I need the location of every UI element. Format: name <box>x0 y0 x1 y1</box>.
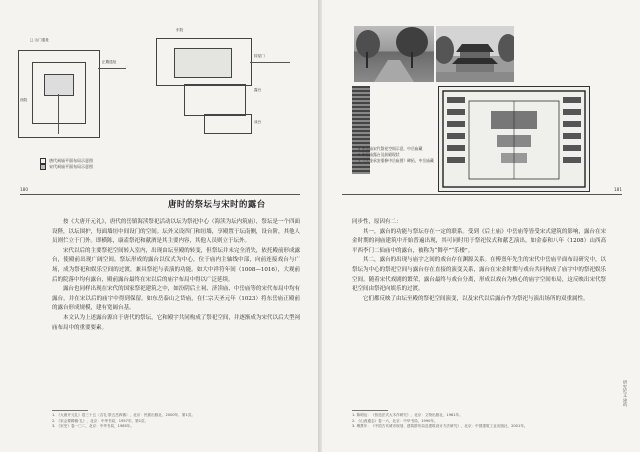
temple-plan-song <box>148 22 308 142</box>
page-number-right: 181 <box>614 187 622 192</box>
paragraph: 其二，露台的出现与庙宇之间的戏台存在渊源关系。在傅熹年先生的宋代中岳庙平面布局研究中，以祭坛为中心的祭祀空间与露台存在直接的演变关系，露台在宋金时期与戏台共同构成了庙宇中的祭祀娱乐空间。随着宋代戏剧的繁荣，露台最终与戏台分离，形成以戏台为核心的庙宇空间布局，这反映出宋代祭祀空间由祭祀向娱乐的过渡。 <box>352 257 606 293</box>
legend-label-tang: 唐代祠庙平面布局示意图 <box>49 158 93 163</box>
footnote: 2. 《宋会要辑稿·礼》，北京：中华书局，1957年，第1页。 <box>52 418 149 423</box>
footnote-rule <box>52 410 88 411</box>
plan-label-gate: □ 山门遗址 <box>30 38 49 42</box>
header-rule <box>342 194 622 195</box>
plan-axis <box>58 94 59 134</box>
footnote: 2. 《山西通志》卷一六，北京：中华书局，1990年。 <box>352 418 438 423</box>
plan2-lower-court <box>184 84 246 116</box>
footnote: 1. 《大唐开元礼》卷三十五〈吉礼·祭五岳四镇〉，北京：民族出版社，2000年，第1页。 <box>52 413 195 417</box>
header-rule <box>20 194 300 195</box>
temple-map-rubbing <box>438 86 590 192</box>
caption: 6 中岳庙露台及前殿现状 <box>358 152 400 157</box>
footnote-rule <box>352 410 388 411</box>
plan2-label-east: 东院 <box>176 28 184 32</box>
caption: 7 《大金承安重修中岳庙图》碑拓，中岳庙藏 <box>358 158 434 163</box>
left-page <box>0 0 318 452</box>
plan-legend <box>40 158 93 170</box>
footnote: 3. 傅熹年：《中国古代城市规划、建筑群布局及建筑设计方法研究》，北京：中国建筑工业出版社，2001年。 <box>352 424 528 429</box>
right-body-text <box>352 218 606 304</box>
plan2-label-stage: 戏台 <box>254 120 262 124</box>
footnote: 3. 《宋史》卷一〇二，北京：中华书局，1985年。 <box>52 424 134 429</box>
temple-illustration <box>436 26 514 82</box>
paragraph: 它们都反映了由坛至殿的祭祀空间演变，以及宋代以后露台作为祭祀与演出场所的双重属性。 <box>363 295 589 302</box>
plan-label-west: 西院 <box>20 98 28 102</box>
paragraph: 按《大唐开元礼》，唐代的岳镇海渎祭祀活动以坛为祭祀中心（海渎为坛内筑庙），祭坛是一个四面设陛，以坛围护，每面墙垣中间设门的空间。坛外又设四门和垣墙，享殿置于坛南侧，设台阶，其他人员则伫立于门外。即横陈，康盍祭祀和献酒是其主要内容，其他人员则立于坛外。 <box>52 219 300 245</box>
plan2-label-lingxing: 棂星门 <box>254 54 265 58</box>
caption: 5 中岳庙宋代祭祀空间示意，中岳庙藏 <box>358 146 423 151</box>
right-footnotes <box>352 413 606 430</box>
paragraph: 露台也同样出现在宋代的国家祭祀建筑之中，如汾阴后土祠、济渎庙、中岳庙等的宋代布局中均有露台，并在宋以后的庙宇中得到保留。如东岳泰山之岱庙，在仁宗天圣元年（1023）将东岳庙正殿前的露台形成规模，建有宽阔台基。 <box>52 286 300 312</box>
page-number-left: 180 <box>20 187 28 192</box>
running-sidebar: 研究论文 建筑 <box>623 380 628 407</box>
plan2-leader <box>250 62 290 63</box>
plan-hall <box>44 74 74 96</box>
legend-swatch <box>40 164 46 170</box>
footnote: 1. 陈明达：《营造法式大木作研究》，北京：文物出版社，1981年。 <box>352 413 463 417</box>
plan2-hall <box>174 48 232 78</box>
plan2-label-altar: 露台 <box>254 88 262 92</box>
legend-label-song: 宋代祠庙平面布局示意图 <box>49 164 93 169</box>
paragraph: 本文认为上述露台源自于唐代的祭坛，它和殿宇共同构成了祭祀空间，并逐渐成为宋代以后大型祠庙布局中的重要要素。 <box>52 314 300 331</box>
plan-label-hall: 正殿遗址 <box>102 60 117 64</box>
rubbing-illustration <box>439 87 589 191</box>
temple-plan-tang <box>18 38 128 138</box>
plan2-front-court <box>204 114 252 134</box>
figure-captions <box>358 146 434 164</box>
paragraph: 同步性，原因有二： <box>352 219 402 225</box>
section-title: 唐时的祭坛与宋时的露台 <box>168 199 266 209</box>
trees-illustration <box>354 26 434 82</box>
temple-photo <box>436 26 514 82</box>
right-page <box>322 0 640 452</box>
plan-leader <box>98 68 126 69</box>
left-footnotes <box>52 413 300 430</box>
courtyard-photo <box>354 26 434 82</box>
paragraph: 宋代以后的主要祭祀空间转入室内，出现由坛至殿的转变，但祭坛并未完全消失，依托殿前形成露台，使殿前出现广阔空间。祭坛形成的露台以仪式为中心，位于庙内主轴线中部，向前连接戏台与广场，成为祭祀和娱乐空间的过渡，兼具祭祀与表演的功能。如大中祥符年间（1008—1016），大观前后的院落中均有露台，殿前露台最终在宋以后的庙宇布局中得以广泛延续。 <box>52 247 300 283</box>
legend-item <box>40 164 93 170</box>
left-body-text <box>52 218 300 333</box>
paragraph: 其一，露台的功能与祭坛存在一定的联系。受到《后土庙》中岳庙等皆受宋式建筑的影响，露台在宋金时期的祠庙建筑中开始普遍出现，其可同时用于祭祀仪式和献艺演出。如金泰和八年（1208）山西高平西李门二仙庙中的露台，被称为“舞亭”“乐楼”。 <box>352 228 606 254</box>
